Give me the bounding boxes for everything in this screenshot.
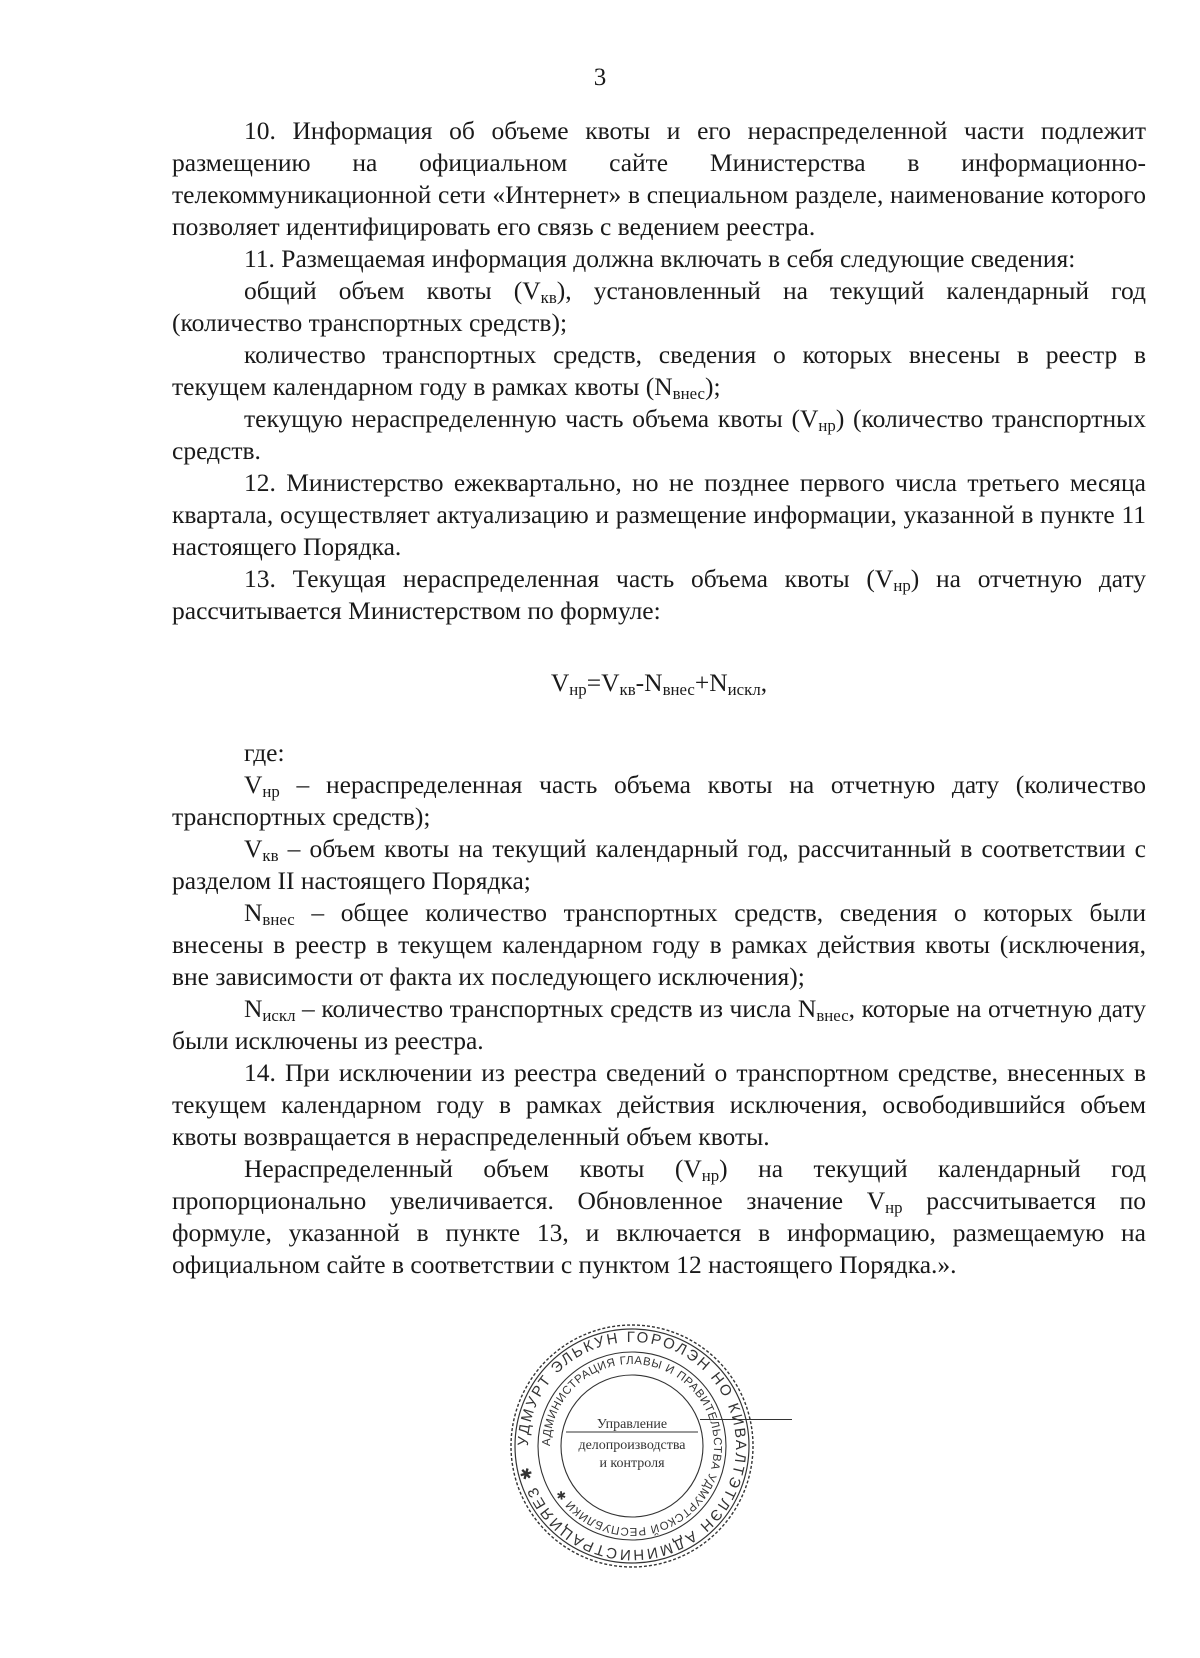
stamp-seal-icon [508, 1322, 756, 1570]
definition-vnr: $V_{нр}$ – нераспределенная часть объема квоты на отчетную дату (количество транспортных средств); [172, 770, 1146, 831]
definition-nvnes: $N_{внес}$ – общее количество транспортных средств, сведения о которых были внесены в реестр в текущем календарном году в рамках действия квоты (исключения, вне зависимости от факта их последующего исключения); [172, 898, 1146, 991]
paragraph-10: 10. Информация об объеме квоты и его нераспределенной части подлежит размещению на официальном сайте Министерства в информационно-телекоммуникационной сети «Интернет» в специальном разделе, наименование которого позволяет идентифицировать его связь с ведением реестра. [172, 116, 1146, 241]
stamp-center-line-2: делопроизводства [578, 1438, 686, 1453]
paragraph-14: 14. При исключении из реестра сведений о транспортном средстве, внесенных в текущем календарном году в рамках действия исключения, освободившийся объем квоты возвращается в нераспределенный объем квоты. [172, 1058, 1146, 1151]
paragraph-11: 11. Размещаемая информация должна включать в себя следующие сведения: [244, 244, 1076, 273]
definition-niskl: $N_{искл}$ – количество транспортных средств из числа $N_{внес}$, которые на отчетную дату были исключены из реестра. [172, 994, 1146, 1055]
paragraph-12: 12. Министерство ежеквартально, но не позднее первого числа третьего месяца квартала, осуществляет актуализацию и размещение информации, указанной в пункте 11 настоящего Порядка. [172, 468, 1146, 561]
paragraph-13: 13. Текущая нераспределенная часть объема квоты $(V_{нр})$ на отчетную дату рассчитывается Министерством по формуле: [172, 564, 1147, 625]
paragraph-11-item-registered: количество транспортных средств, сведения о которых внесены в реестр в текущем календарном году в рамках квоты $(N_{внес})$; [172, 340, 1146, 404]
stamp-inner-text: АДМИНИСТРАЦИЯ ГЛАВЫ И ПРАВИТЕЛЬСТВА УДМУРТСКОЙ РЕСПУБЛИКИ ✱ [540, 1354, 724, 1538]
where-label: где: [244, 738, 285, 767]
stamp-center-line-3: и контроля [599, 1456, 665, 1471]
paragraph-11-item-unallocated: текущую нераспределенную часть объема квоты $(V_{нр})$ (количество транспортных средств. [172, 404, 1146, 465]
paragraph-11-item-total-quota: общий объем квоты $(V_{кв})$, установленный на текущий календарный год (количество транспортных средств); [172, 276, 1146, 337]
page-number: 3 [593, 64, 607, 91]
stamp-signature-line [700, 1419, 792, 1420]
stamp-center-line-1: Управление [596, 1417, 668, 1432]
official-stamp [508, 1322, 756, 1570]
paragraph-14-continued: Нераспределенный объем квоты $(V_{нр})$ на текущий календарный год пропорционально увеличивается. Обновленное значение $V_{нр}$ рассчитывается по формуле, указанной в пункте 13, и включается в информацию, размещаемую на официальном сайте в соответствии с пунктом 12 настоящего Порядка.». [172, 1154, 1146, 1279]
formula: $V_{нр}=V_{кв}-N_{внес}+N_{искл}$, [550, 668, 768, 700]
stamp-outer-text: УДМУРТ ЭЛЬКУН ГОРОЛЭН НО КИВАЛТЭТЛЭН АДМИНИСТРАЦИЯЕЗ ✱ [514, 1328, 750, 1564]
definition-vkv: $V_{кв}$ – объем квоты на текущий календарный год, рассчитанный в соответствии с разделом II настоящего Порядка; [172, 834, 1146, 895]
document-body [172, 115, 1146, 1281]
